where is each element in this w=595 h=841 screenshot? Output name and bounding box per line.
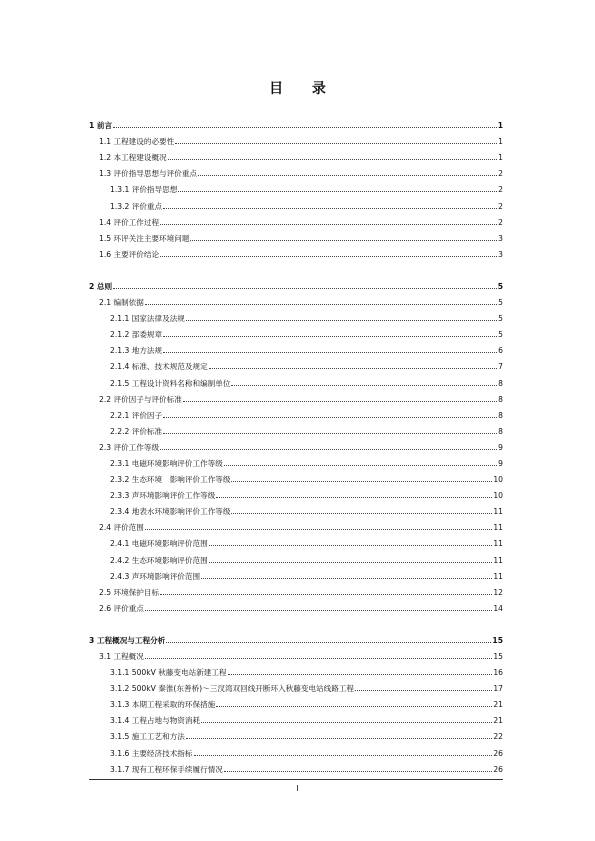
- toc-entry-page: 5: [498, 330, 503, 340]
- toc-entry[interactable]: [89, 243, 503, 259]
- toc-entry-label: 3.1.7 现有工程环保手续履行情况: [110, 764, 223, 774]
- toc-entry-label: 2.1.3 地方法规: [110, 346, 163, 356]
- toc-entry[interactable]: [89, 146, 503, 162]
- toc-entry-page: 3: [498, 249, 503, 259]
- toc-dot-leader: [209, 562, 493, 563]
- toc-entry[interactable]: [89, 677, 503, 693]
- toc-dot-leader: [355, 690, 492, 691]
- toc-dot-leader: [231, 385, 497, 386]
- toc-entry-page: 11: [493, 571, 503, 581]
- toc-entry-page: 10: [493, 475, 503, 485]
- toc-dot-leader: [224, 771, 492, 772]
- toc-entry-page: 11: [493, 507, 503, 517]
- toc-entry[interactable]: [89, 581, 503, 597]
- toc-entry[interactable]: [89, 436, 503, 452]
- toc-entry-label: 2.6 评价重点: [99, 603, 144, 613]
- toc-entry[interactable]: [89, 275, 503, 291]
- toc-dot-leader: [231, 513, 492, 514]
- toc-entry[interactable]: [89, 162, 503, 178]
- toc-entry-page: 5: [498, 314, 503, 324]
- toc-entry-label: 3.1.6 主要经济技术指标: [110, 748, 193, 758]
- toc-entry-label: 2.2.2 评价标准: [110, 426, 163, 436]
- toc-entry-label: 3.1.2 500kV 秦淮(东善桥)～三汊湾双回线开断环入秋藤变电站线路工程: [110, 684, 355, 694]
- toc-dot-leader: [175, 143, 497, 144]
- toc-entry-label: 2.3.3 声环境影响评价工作等级: [110, 491, 216, 501]
- toc-entry[interactable]: [89, 452, 503, 468]
- toc-entry-label: 1.3 评价指导思想与评价重点: [99, 169, 198, 179]
- toc-dot-leader: [183, 401, 497, 402]
- toc-entry-label: 2.2 评价因子与评价标准: [99, 394, 182, 404]
- toc-dot-leader: [194, 755, 493, 756]
- toc-entry-page: 11: [493, 555, 503, 565]
- toc-entry[interactable]: [89, 516, 503, 532]
- table-of-contents: [89, 114, 503, 774]
- toc-entry-page: 26: [493, 748, 503, 758]
- toc-entry-label: 1 前言: [89, 121, 113, 131]
- toc-entry[interactable]: [89, 645, 503, 661]
- toc-entry-page: 8: [498, 426, 503, 436]
- toc-entry-page: 15: [493, 652, 503, 661]
- footer-divider: [89, 779, 503, 780]
- toc-entry-page: 1: [497, 121, 503, 131]
- toc-dot-leader: [163, 208, 497, 209]
- toc-dot-leader: [224, 465, 497, 466]
- toc-entry-label: 2.2.1 评价因子: [110, 410, 163, 420]
- toc-entry[interactable]: [89, 130, 503, 146]
- toc-entry[interactable]: [89, 291, 503, 307]
- toc-entry[interactable]: [89, 355, 503, 371]
- toc-entry-page: 21: [493, 716, 503, 726]
- toc-entry-label: 1.3.2 评价重点: [110, 201, 163, 211]
- toc-entry-page: 11: [493, 523, 503, 533]
- toc-entry-label: 2.1.1 国家法律及法规: [110, 314, 185, 324]
- toc-dot-leader: [190, 240, 497, 241]
- toc-dot-leader: [198, 175, 497, 176]
- toc-entry[interactable]: [89, 661, 503, 677]
- toc-entry-page: 9: [498, 442, 503, 452]
- toc-dot-leader: [145, 304, 497, 305]
- toc-dot-leader: [209, 368, 497, 369]
- toc-entry[interactable]: [89, 758, 503, 774]
- toc-entry-label: 1.5 环评关注主要环境问题: [99, 233, 190, 243]
- toc-entry-page: 10: [493, 491, 503, 501]
- toc-entry-page: 5: [498, 298, 503, 308]
- toc-entry-label: 1.1 工程建设的必要性: [99, 137, 175, 147]
- page-title: 目 录: [269, 81, 338, 97]
- toc-entry-label: 3.1.3 本期工程采取的环保措施: [110, 700, 216, 710]
- toc-dot-leader: [231, 481, 492, 482]
- toc-dot-leader: [178, 191, 497, 192]
- toc-dot-leader: [163, 336, 497, 337]
- toc-dot-leader: [201, 722, 492, 723]
- toc-entry-label: 2.1.2 部委规章: [110, 330, 163, 340]
- toc-dot-leader: [163, 433, 497, 434]
- toc-entry-page: 1: [498, 153, 503, 163]
- toc-entry-page: 2: [498, 169, 503, 179]
- toc-entry-page: 3: [498, 233, 503, 243]
- toc-dot-leader: [163, 417, 497, 418]
- toc-entry-label: 2.5 环境保护目标: [99, 587, 160, 597]
- toc-entry-label: 3.1.5 施工工艺和方法: [110, 732, 185, 742]
- toc-entry-label: 1.3.1 评价指导思想: [110, 185, 178, 195]
- page-number: I: [296, 784, 299, 793]
- toc-entry-page: 2: [498, 217, 503, 227]
- toc-entry[interactable]: [89, 500, 503, 516]
- toc-entry-page: 16: [493, 668, 503, 678]
- toc-entry-label: 2.4 评价范围: [99, 523, 144, 533]
- toc-entry[interactable]: [89, 709, 503, 725]
- toc-entry[interactable]: [89, 114, 503, 130]
- toc-dot-leader: [209, 545, 493, 546]
- toc-entry[interactable]: [89, 404, 503, 420]
- toc-dot-leader: [163, 352, 497, 353]
- toc-entry[interactable]: [89, 741, 503, 757]
- toc-entry-label: 3.1 工程概况: [99, 652, 144, 661]
- toc-entry[interactable]: [89, 323, 503, 339]
- toc-dot-leader: [145, 610, 492, 611]
- toc-entry-page: 11: [493, 539, 503, 549]
- toc-dot-leader: [113, 288, 497, 289]
- toc-entry[interactable]: [89, 565, 503, 581]
- toc-entry-label: 2.1 编制依据: [99, 298, 144, 308]
- toc-entry-page: 1: [498, 137, 503, 147]
- toc-entry-page: 17: [493, 684, 503, 694]
- toc-dot-leader: [113, 127, 497, 128]
- toc-entry[interactable]: [89, 339, 503, 355]
- toc-entry-label: 2.4.2 生态环境影响评价范围: [110, 555, 208, 565]
- toc-entry-page: 12: [493, 587, 503, 597]
- toc-dot-leader: [228, 674, 493, 675]
- toc-entry[interactable]: [89, 194, 503, 210]
- toc-dot-leader: [160, 256, 497, 257]
- toc-entry-label: 2.4.3 声环境影响评价范围: [110, 571, 201, 581]
- toc-entry[interactable]: [89, 548, 503, 564]
- toc-dot-leader: [160, 594, 492, 595]
- toc-entry-label: 2.3.4 地表水环境影响评价工作等级: [110, 507, 231, 517]
- toc-entry-label: 3.1.4 工程占地与物资消耗: [110, 716, 201, 726]
- toc-entry-page: 6: [498, 346, 503, 356]
- toc-entry[interactable]: [89, 178, 503, 194]
- toc-dot-leader: [145, 658, 492, 659]
- toc-entry-page: 15: [492, 635, 503, 645]
- toc-dot-leader: [216, 497, 492, 498]
- toc-entry-page: 21: [493, 700, 503, 710]
- toc-entry[interactable]: [89, 371, 503, 387]
- toc-entry-label: 3 工程概况与工程分析: [89, 635, 166, 645]
- toc-entry-label: 2.4.1 电磁环境影响评价范围: [110, 539, 208, 549]
- toc-entry-page: 8: [498, 394, 503, 404]
- toc-entry-label: 2.3.1 电磁环境影响评价工作等级: [110, 458, 223, 468]
- toc-entry-label: 3.1.1 500kV 秋藤变电站新建工程: [110, 668, 227, 678]
- toc-entry-page: 9: [498, 458, 503, 468]
- toc-entry[interactable]: [89, 211, 503, 227]
- toc-entry[interactable]: [89, 388, 503, 404]
- toc-entry-page: 5: [497, 281, 503, 291]
- toc-entry[interactable]: [89, 420, 503, 436]
- toc-dot-leader: [168, 159, 498, 160]
- toc-entry-page: 7: [498, 362, 503, 372]
- toc-dot-leader: [186, 738, 492, 739]
- toc-entry-label: 2.3 评价工作等级: [99, 442, 160, 452]
- toc-entry-label: 1.6 主要评价结论: [99, 249, 160, 259]
- toc-dot-leader: [160, 449, 497, 450]
- toc-dot-leader: [145, 529, 492, 530]
- toc-dot-leader: [160, 224, 497, 225]
- toc-entry[interactable]: [89, 468, 503, 484]
- toc-entry[interactable]: [89, 597, 503, 613]
- toc-entry-label: 1.4 评价工作过程: [99, 217, 160, 227]
- toc-entry-label: 2.1.4 标准、技术规范及规定: [110, 362, 208, 372]
- toc-entry-label: 1.2 本工程建设概况: [99, 153, 167, 163]
- toc-dot-leader: [186, 320, 497, 321]
- toc-entry-page: 8: [498, 378, 503, 388]
- toc-dot-leader: [166, 642, 491, 643]
- toc-entry-label: 2 总则: [89, 281, 113, 291]
- toc-entry[interactable]: [89, 227, 503, 243]
- toc-entry-page: 22: [493, 732, 503, 742]
- toc-entry[interactable]: [89, 693, 503, 709]
- toc-entry[interactable]: [89, 629, 503, 645]
- toc-entry-label: 2.1.5 工程设计资料名称和编制单位: [110, 378, 231, 388]
- toc-entry-page: 26: [493, 764, 503, 774]
- toc-entry-page: 2: [498, 201, 503, 211]
- toc-entry[interactable]: [89, 532, 503, 548]
- toc-dot-leader: [201, 578, 492, 579]
- toc-entry-page: 2: [498, 185, 503, 195]
- toc-entry[interactable]: [89, 307, 503, 323]
- toc-entry-page: 8: [498, 410, 503, 420]
- toc-entry-label: 2.3.2 生态环境 影响评价工作等级: [110, 475, 231, 485]
- toc-entry[interactable]: [89, 484, 503, 500]
- toc-dot-leader: [216, 706, 492, 707]
- toc-entry[interactable]: [89, 725, 503, 741]
- toc-entry-page: 14: [493, 603, 503, 613]
